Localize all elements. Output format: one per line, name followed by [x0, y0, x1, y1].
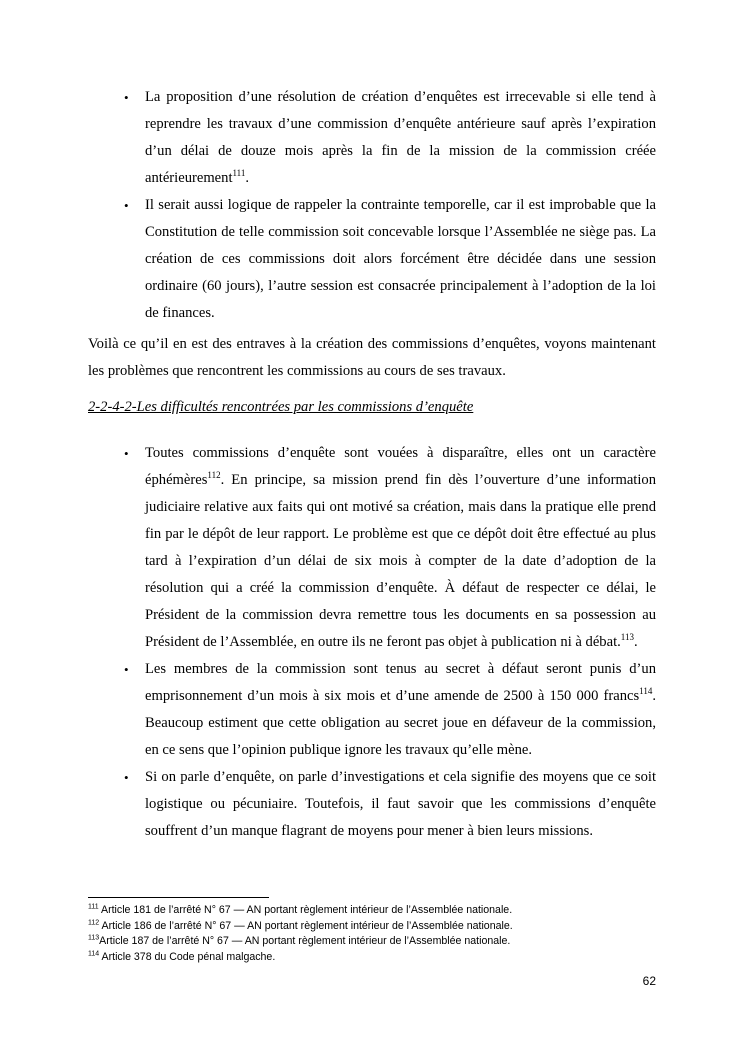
- footnote-number: 114: [88, 949, 100, 957]
- paragraph: Voilà ce qu’il en est des entraves à la création des commissions d’enquêtes, voyons maintenant les problèmes que rencontrent les commissions au cours de ses travaux.: [88, 336, 656, 379]
- footnote-ref[interactable]: 111: [232, 168, 246, 179]
- bullet-list-constraints: [88, 84, 656, 327]
- bullet-icon: •: [124, 90, 129, 105]
- footnote: $^{111}$ Article 181 de l’arrêté N° 67 — AN portant règlement intérieur de l’Assemblée nationale.: [88, 903, 513, 916]
- page-number: 62: [642, 974, 656, 988]
- footnote-number: 111: [88, 903, 99, 911]
- footnote: $^{114}$ Article 378 du Code pénal malgache.: [88, 949, 276, 963]
- bullet-icon: •: [124, 662, 129, 677]
- footnotes: [88, 903, 668, 965]
- footnote-number: 112: [88, 918, 100, 926]
- section-heading: 2-2-4-2-Les difficultés rencontrées par les commissions d’enquête: [88, 399, 474, 415]
- footnote-ref[interactable]: 112: [207, 470, 221, 481]
- list-item: • La proposition d’une résolution de création d’enquêtes est irrecevable si elle tend à reprendre les travaux d’une commission d’enquête antérieure sauf après l’expiration d’un délai de douze mois après la fin de la mission de la commission créée antérieurement$^{111}$.: [88, 84, 656, 192]
- footnote-number: 113: [88, 934, 100, 942]
- bullet-icon: •: [124, 446, 129, 461]
- bullet-icon: •: [124, 198, 129, 213]
- footnote-ref[interactable]: 113: [620, 632, 634, 643]
- footnote: $^{112}$ Article 186 de l’arrêté N° 67 — AN portant règlement intérieur de l’Assemblée nationale.: [88, 918, 513, 932]
- bullet-icon: •: [124, 770, 129, 785]
- list-item: • Toutes commissions d’enquête sont vouées à disparaître, elles ont un caractère éphémères$^{112}$. En principe, sa mission prend fin dès l’ouverture d’une information judiciaire relative aux faits qui ont motivé sa création, mais dans la pratique elle prend fin par le dépôt de leur rapport. Le problème est que ce dépôt doit être effectué au plus tard à l’expiration d’un délai de six mois à compter de la date d’adoption de la résolution qui a créé la commission d’enquête. À défaut de respecter ce délai, le Président de la commission devra remettre tous les documents en sa possession au Président de l’Assemblée, en outre ils ne feront pas objet à publication ni à débat.$^{113}$.: [88, 440, 656, 656]
- list-item: • Il serait aussi logique de rappeler la contrainte temporelle, car il est improbable que la Constitution de telle commission soit concevable lorsque l’Assemblée ne siège pas. La création de ces commissions doit alors forcément être décidée dans une session ordinaire (60 jours), l’autre session est consacrée principalement à l’adoption de la loi de finances.: [88, 192, 656, 327]
- list-item: • Les membres de la commission sont tenus au secret à défaut seront punis d’un emprisonnement d’un mois à six mois et d’une amende de 2500 à 150 000 francs$^{114}$. Beaucoup estiment que cette obligation au secret joue en défaveur de la commission, en ce sens que l’opinion publique ignore les travaux qu’elle mène.: [88, 656, 656, 764]
- footnote-separator: [88, 897, 269, 898]
- footnote-ref[interactable]: 114: [639, 686, 653, 697]
- footnote: $^{113}$Article 187 de l’arrêté N° 67 — AN portant règlement intérieur de l’Assemblée nationale.: [88, 934, 511, 947]
- list-item: • Si on parle d’enquête, on parle d’investigations et cela signifie des moyens que ce soit logistique ou pécuniaire. Toutefois, il faut savoir que les commissions d’enquête souffrent d’un manque flagrant de moyens pour mener à bien leurs missions.: [88, 764, 656, 845]
- bullet-list-difficulties: [88, 440, 656, 845]
- body-text: [88, 84, 656, 845]
